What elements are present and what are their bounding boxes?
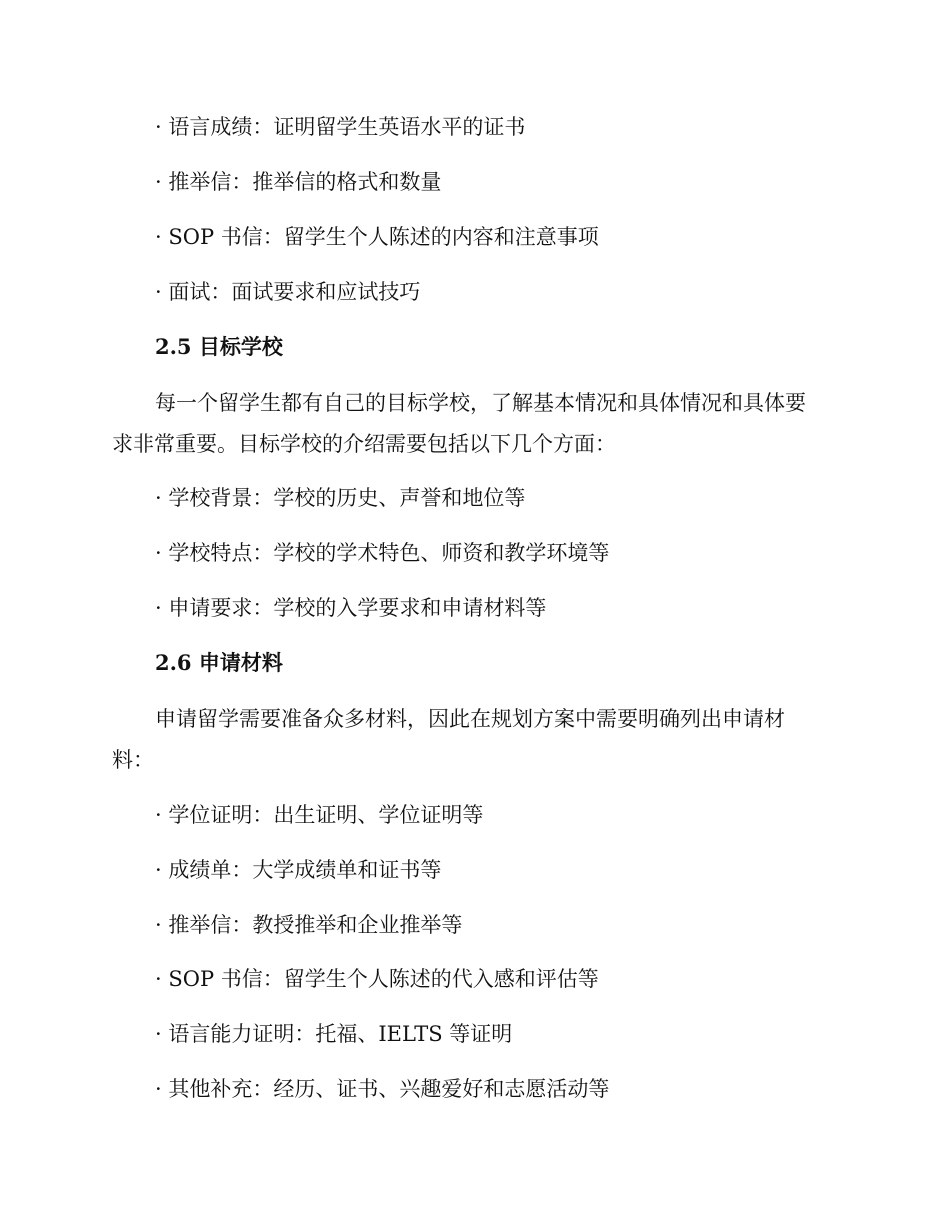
bullet-school-features: · 学校特点：学校的学术特色、师资和教学环境等	[155, 541, 610, 565]
section-heading-target-school: 2.5 目标学校	[155, 334, 283, 359]
paragraph-materials-line2: 料：	[112, 748, 154, 772]
bullet-sop: · SOP 书信：留学生个人陈述的内容和注意事项	[155, 225, 599, 249]
paragraph-materials-line1: 申请留学需要准备众多材料，因此在规划方案中需要明确列出申请材	[155, 707, 785, 731]
bullet-other-supplements: · 其他补充：经历、证书、兴趣爱好和志愿活动等	[155, 1077, 610, 1101]
bullet-sop-letter: · SOP 书信：留学生个人陈述的代入感和评估等	[155, 967, 599, 991]
paragraph-target-school-line1: 每一个留学生都有自己的目标学校，了解基本情况和具体情况和具体要	[155, 391, 806, 415]
bullet-recommendation: · 推举信：推举信的格式和数量	[155, 170, 442, 194]
bullet-recommendation-letters: · 推举信：教授推举和企业推举等	[155, 913, 463, 937]
bullet-degree-certificate: · 学位证明：出生证明、学位证明等	[155, 803, 484, 827]
bullet-application-requirements: · 申请要求：学校的入学要求和申请材料等	[155, 596, 547, 620]
bullet-school-background: · 学校背景：学校的历史、声誉和地位等	[155, 486, 526, 510]
section-heading-application-materials: 2.6 申请材料	[155, 650, 283, 675]
bullet-language-score: · 语言成绩：证明留学生英语水平的证书	[155, 115, 526, 139]
paragraph-target-school-line2: 求非常重要。目标学校的介绍需要包括以下几个方面：	[112, 432, 616, 456]
bullet-language-proof: · 语言能力证明：托福、IELTS 等证明	[155, 1022, 513, 1046]
bullet-interview: · 面试：面试要求和应试技巧	[155, 280, 421, 304]
bullet-transcript: · 成绩单：大学成绩单和证书等	[155, 858, 442, 882]
